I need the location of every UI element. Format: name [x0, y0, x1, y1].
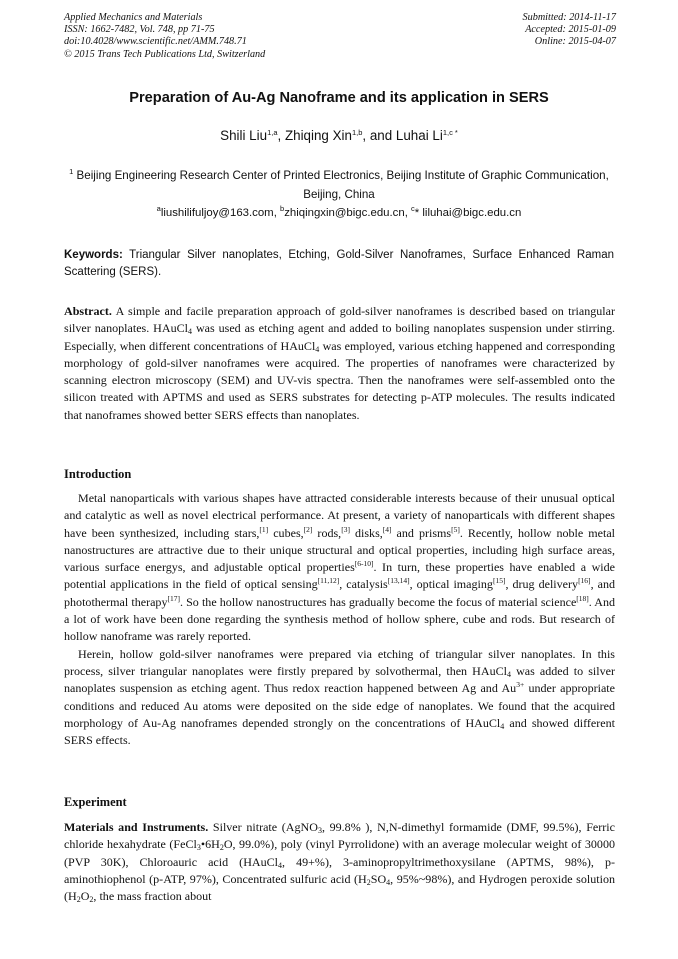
authors-line: Shili Liu$^{1,a}$, Zhiqing Xin$^{1,b}$, and Luhai $Li^{1,c *}$: [220, 128, 458, 143]
paragraph: Herein, hollow gold-silver nanoframes were prepared via etching of triangular silver nanoplates. In this process, silver triangular nanoplates were firstly prepared by solvothermal, then HAuCl$_4$ was added to silver nanoplates suspension as etching agent. Thus redox reaction happened between Ag and $Au^{3+}$ under appropriate conditions and reduced Au atoms were deposited on the side edge of nanoplates. We found that the acquired morphology of Au-Ag nanoframes depended strongly on the concentrations of HAuCl$_4$ and showed different SERS effects.: [64, 646, 616, 748]
keywords-label: Keywords:: [64, 249, 123, 261]
accepted-date: Accepted: 2015-01-09: [525, 24, 616, 36]
experiment-body: Materials and Instruments. Silver nitrate (AgNO$_3$, 99.8% ), N,N-dimethyl formamide (DMF, 99.5%), Ferric chloride hexahydrate ($FeCl_3•6H_2O$, 99.0%), poly (vinyl Pyrrolidone) with an average molecular weight of 30000 (PVP 30K), Chloroauric acid (HAuCl$_4$, 49+%), 3-aminopropyltrimethoxysilane (APTMS, 98%), p-aminothiophenol (p-ATP, 97%), Concentrated sulfuric acid ($H_2SO_4$, 95%~98%), and Hydrogen peroxide solution ($H_2O_2$, the mass fraction about: [64, 820, 616, 905]
introduction-body: [64, 490, 615, 749]
dates-info: [523, 12, 616, 49]
author-affil-sup: 1,a: [267, 128, 278, 137]
online-date: Online: 2015-04-07: [534, 36, 616, 48]
issn: ISSN: 1662-7482, Vol. 748, pp 71-75: [64, 24, 215, 36]
journal-info: [64, 12, 265, 61]
author-name: Zhiqing Xin: [284, 128, 352, 143]
abstract: Abstract. A simple and facile preparation approach of gold-silver nanoframes is described based on triangular silver nanoplates. HAuCl$_4$ was used as etching agent and added to boiling nanoplates suspension under stirring. Especially, when different concentrations of HAuCl$_4$ was employed, various etching happened and corresponding morphology of gold-silver nanoframes were acquired. The properties of nanoframes were characterized by scanning electron microscopy (SEM) and UV-vis spectra. Then the nanoframes were self-assembled onto the silicon treated with APTMS and used as SERS substrates for detecting p-ATP molecules. The results indicated that nanoframes showed better SERS effects than nanoplates.: [64, 304, 615, 422]
keywords-text: Triangular Silver nanoplates, Etching, Gold-Silver Nanoframes, Surface Enhanced Raman Scattering (SERS).: [64, 249, 614, 278]
doi: doi:10.4028/www.scientific.net/AMM.748.71: [64, 36, 247, 48]
keywords: [64, 247, 614, 281]
paper-title: Preparation of Au-Ag Nanoframe and its application in SERS: [129, 90, 549, 106]
copyright: © 2015 Trans Tech Publications Ltd, Switzerland: [64, 48, 266, 60]
author-name: Shili Liu: [220, 128, 268, 143]
author-name: Luhai Li: [395, 128, 443, 143]
email-link[interactable]: * liluhai@bigc.edu.cn: [414, 207, 522, 219]
author-affil-sup: 1,c *: [442, 128, 458, 137]
email-link[interactable]: liushilifuljoy@163.com: [160, 207, 274, 219]
journal-name: Applied Mechanics and Materials: [64, 12, 203, 23]
section-heading-experiment: Experiment: [64, 795, 127, 809]
affiliation: $^1$ Beijing Engineering Research Center of Printed Electronics, Beijing Institute of Graphic Communication, Beijing, China: [69, 167, 609, 201]
submitted-date: Submitted: 2014-11-17: [522, 12, 616, 23]
section-heading-introduction: Introduction: [64, 467, 132, 481]
paragraph: Metal nanoparticals with various shapes have attracted considerable interests because of their unusual optical and catalytic as well as novel electrical performance. At present, a variety of nanoparticals with different shapes have been synthesized, including stars,[1] cubes,[2] rods,[3] disks,[4] and prisms[5]. Recently, hollow noble metal nanostructures are attractive due to their unique structural and optical properties, including high surface areas, various surface energys, and adjustable optical properties[6-10]. In turn, these properties have enabled a wide potential applications in the field of optical sensing[11,12], catalysis[13,14], optical imaging[15], drug delivery[16], and photothermal therapy[17]. So the hollow nanostructures has gradually become the focus of material science[18]. And a lot of work have been done regarding the synthesis method of hollow sphere, cube and rods. But research of hollow nanoframe was rarely reported.: [64, 491, 616, 644]
subsection-label: Materials and Instruments.: [64, 820, 209, 834]
abstract-label: Abstract.: [64, 304, 112, 318]
author-emails: $^a$liushilifuljoy@163.com, $^b$zhiqingxin@bigc.edu.cn, $^c$* liluhai@bigc.edu.cn: [156, 204, 522, 219]
author-affil-sup: 1,b: [351, 128, 363, 137]
email-link[interactable]: zhiqingxin@bigc.edu.cn: [284, 207, 405, 219]
